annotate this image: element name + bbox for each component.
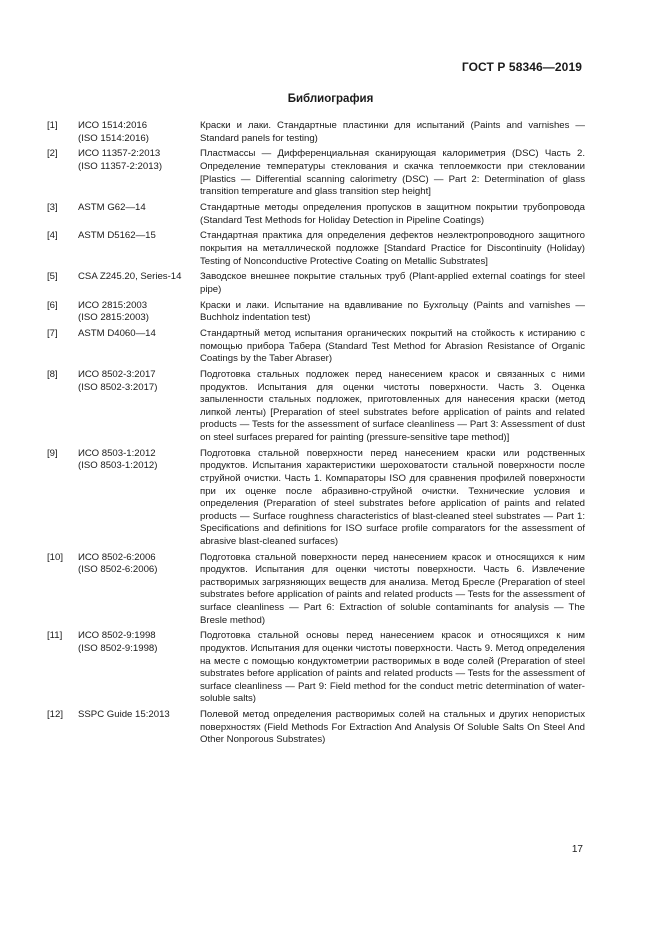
- bibliography-entry: [47, 120, 585, 145]
- bibliography-entry: [47, 448, 585, 549]
- entry-standard: [78, 300, 200, 325]
- standard-designation: (ISO 8502-9:1998): [78, 643, 158, 655]
- entry-standard: [78, 448, 200, 549]
- entry-description: Подготовка стальных подложек перед нанесением красок и связанных с ними продуктов. Испытания для оценки чистоты поверхности. Часть 3. Оценка запыленности стальных подложек, приготовленных для нанесения краски (метод липкой ленты) [Preparation of steel substrates before application of paints and related products — Tests for the assessment of surface cleanliness — Part 3: Assessment of dust on steel surfaces prepared for painting (pressure-sensitive tape method)]: [200, 369, 585, 443]
- bibliography-title: Библиография: [287, 93, 374, 105]
- entry-description: Стандартная практика для определения дефектов неэлектропроводного защитного покрытия на металлической подложке [Standard Practice for Discontinuity (Holiday) Testing of Nonconductive Protective Coating on Metallic Substrates]: [200, 230, 585, 267]
- entry-standard: [78, 369, 200, 445]
- page-number: 17: [571, 844, 583, 855]
- standard-designation: (ISO 11357-2:2013): [78, 160, 163, 172]
- standard-designation: (ISO 2815:2003): [78, 312, 149, 324]
- entry-standard: [78, 552, 200, 628]
- entry-description: Подготовка стальной основы перед нанесением красок и относящихся к ним продуктов. Испытания для оценки чистоты поверхности. Часть 9. Метод определения на месте с помощью кондуктометрии растворимых в воде солей (Preparation of steel substrates before application of paints and related products — Tests for the assessment of surface cleanliness — Part 9: Field method for the conduct metric determination of water-soluble salts): [200, 630, 585, 705]
- entry-standard: [78, 202, 200, 227]
- entry-number: [11]: [47, 630, 63, 642]
- bibliography-entry: [47, 300, 585, 325]
- entry-number: [7]: [47, 328, 58, 340]
- entry-number: [4]: [47, 230, 58, 242]
- entry-number: [8]: [47, 369, 58, 380]
- entry-description: Краски и лаки. Испытание на вдавливание по Бухгольцу (Paints and varnishes — Buchholz indentation test): [200, 299, 585, 324]
- standard-designation: SSPC Guide 15:2013: [78, 709, 170, 721]
- entry-number: [12]: [47, 709, 64, 721]
- standard-designation: ИСО 2815:2003: [78, 299, 148, 311]
- standard-designation: ИСО 1514:2016: [78, 120, 148, 131]
- entry-description: Пластмассы — Дифференциальная сканирующая калориметрия (DSC) Часть 2. Определение температуры стеклования и скачка теплоемкости при стекловании [Plastics — Differential scanning calorimetry (DSC) — Part 2: Determination of glass transition temperature and glass transition step height]: [200, 148, 585, 198]
- document-code: ГОСТ Р 58346—2019: [461, 60, 582, 74]
- bibliography-entry: [47, 552, 585, 628]
- bibliography-entry: [47, 369, 585, 445]
- entry-standard: [78, 120, 200, 145]
- entry-standard: [78, 271, 200, 296]
- entry-description: Стандартный метод испытания органических покрытий на стойкость к истиранию с помощью прибора Табера (Standard Test Method for Abrasion Resistance of Organic Coatings by the Taber Abraser): [200, 328, 585, 365]
- entry-description: Полевой метод определения растворимых солей на стальных и других непористых поверхностях (Field Methods For Extraction And Analysis Of Soluble Salts On Steel And Other Nonporous Substrates): [200, 709, 585, 746]
- entry-standard: [78, 230, 200, 268]
- entry-standard: [78, 630, 200, 706]
- standard-designation: ИСО 11357-2:2013: [78, 148, 161, 160]
- entry-standard: [78, 709, 200, 747]
- bibliography-entry: [47, 630, 585, 706]
- standard-designation: ИСО 8503-1:2012: [78, 447, 156, 459]
- entry-number: [2]: [47, 148, 58, 160]
- standard-designation: ASTM D5162—15: [78, 230, 156, 242]
- entry-number: [9]: [47, 447, 58, 459]
- entry-description: Заводское внешнее покрытие стальных труб (Plant-applied external coatings for steel pipe): [200, 271, 585, 295]
- bibliography-entry: [47, 202, 585, 227]
- standard-designation: ASTM G62—14: [78, 201, 146, 213]
- entry-description: Краски и лаки. Стандартные пластинки для испытаний (Paints and varnishes — Standard panels for testing): [200, 120, 585, 144]
- entry-number: [6]: [47, 299, 58, 311]
- bibliography-entry: [47, 328, 585, 366]
- standard-designation: ИСО 8502-6:2006: [78, 551, 156, 563]
- entry-description: Стандартные методы определения пропусков в защитном покрытии трубопровода (Standard Test Methods for Holiday Detection in Pipeline Coatings): [200, 201, 585, 226]
- bibliography-list: [47, 120, 585, 750]
- standard-designation: (ISO 8502-3:2017): [78, 381, 158, 393]
- entry-description: Подготовка стальной поверхности перед нанесением краски или родственных продуктов. Испытания характеристики шероховатости стальной поверхности после струйной очистки. Часть 1. Компараторы ISO для сравнения профилей поверхности при их оценке после абразивно-струйной очистки. Технические условия и определения (Preparation of steel substrates before application of paints and related products — Surface roughness characteristics of blast-cleaned steel substrates — Part 1: Specifications and definitions for ISO surface profile comparators for the assessment of abrasive blast-cleaned surfaces): [200, 447, 585, 547]
- standard-designation: ИСО 8502-9:1998: [78, 630, 156, 642]
- bibliography-entry: [47, 709, 585, 747]
- bibliography-entry: [47, 271, 585, 296]
- entry-description: Подготовка стальной поверхности перед нанесением красок и относящихся к ним продуктов. Испытания для оценки чистоты поверхности. Часть 6. Извлечение растворимых загрязняющих веществ для анализа. Метод Бресле (Preparation of steel substrates before application of paints and related products — Tests for the assessment of surface cleanliness — Part 6: Extraction of soluble contaminants for analysis — The Bresle method): [200, 551, 585, 626]
- standard-designation: (ISO 8503-1:2012): [78, 460, 158, 472]
- bibliography-entry: [47, 148, 585, 198]
- entry-number: [10]: [47, 551, 64, 563]
- standard-designation: (ISO 8502-6:2006): [78, 564, 158, 576]
- entry-standard: [78, 148, 200, 198]
- standard-designation: CSA Z245.20, Series-14: [78, 271, 182, 283]
- entry-standard: [78, 328, 200, 366]
- entry-number: [5]: [47, 271, 58, 283]
- standard-designation: (ISO 1514:2016): [78, 132, 149, 144]
- standard-designation: ИСО 8502-3:2017: [78, 369, 156, 380]
- standard-designation: ASTM D4060—14: [78, 328, 156, 340]
- entry-number: [3]: [47, 201, 58, 213]
- entry-number: [1]: [47, 120, 58, 131]
- bibliography-entry: [47, 230, 585, 268]
